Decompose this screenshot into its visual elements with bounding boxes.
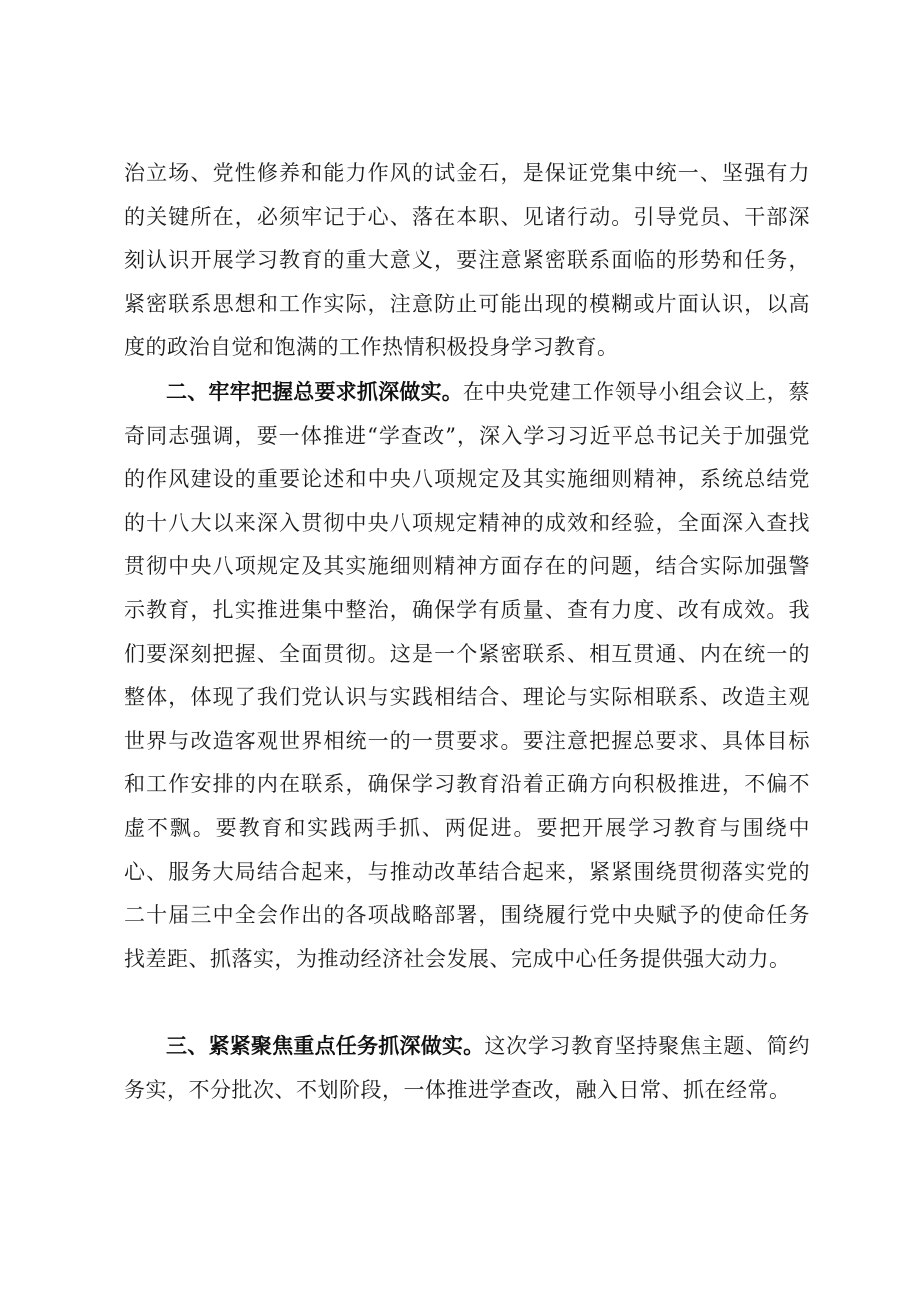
paragraph-continuation: [124, 152, 810, 370]
paragraph-body: 在中央党建工作领导小组会议上，蔡奇同志强调，要一体推进“学查改”，深入学习习近平总书记关于加强党的作风建设的重要论述和中央八项规定及其实施细则精神，系统总结党的十八大以来深入贯彻中央八项规定精神的成效和经验，全面深入查找贯彻中央八项规定及其实施细则精神方面存在的问题，结合实际加强警示教育，扎实推进集中整治，确保学有质量、查有力度、改有成效。我们要深刻把握、全面贯彻。这是一个紧密联系、相互贯通、内在统一的整体，体现了我们党认识与实践相结合、理论与实际相联系、改造主观世界与改造客观世界相统一的一贯要求。要注意把握总要求、具体目标和工作安排的内在联系，确保学习教育沿着正确方向积极推进，不偏不虚不飘。要教育和实践两手抓、两促进。要把开展学习教育与围绕中心、服务大局结合起来，与推动改革结合起来，紧紧围绕贯彻落实党的二十届三中全会作出的各项战略部署，围绕履行党中央赋予的使命任务找差距、抓落实，为推动经济社会发展、完成中心任务提供强大动力。: [124, 380, 811, 971]
section-heading: 三、紧紧聚焦重点任务抓深做实。: [166, 1034, 485, 1058]
paragraph-section-two: [124, 371, 810, 981]
paragraph-body: 治立场、党性修养和能力作风的试金石，是保证党集中统一、坚强有力的关键所在，必须牢记于心、落在本职、见诸行动。引导党员、干部深刻认识开展学习教育的重大意义，要注意紧密联系面临的形势和任务，紧密联系思想和工作实际，注意防止可能出现的模糊或片面认识，以高度的政治自觉和饱满的工作热情积极投身学习教育。: [124, 161, 810, 360]
section-heading: 二、牢牢把握总要求抓深做实。: [166, 380, 463, 404]
paragraph-section-three: [124, 1025, 810, 1112]
paragraph-body: 这次学习教育坚持聚焦主题、简约务实，不分批次、不划阶段，一体推进学查改，融入日常、抓在经常。: [124, 1034, 811, 1102]
